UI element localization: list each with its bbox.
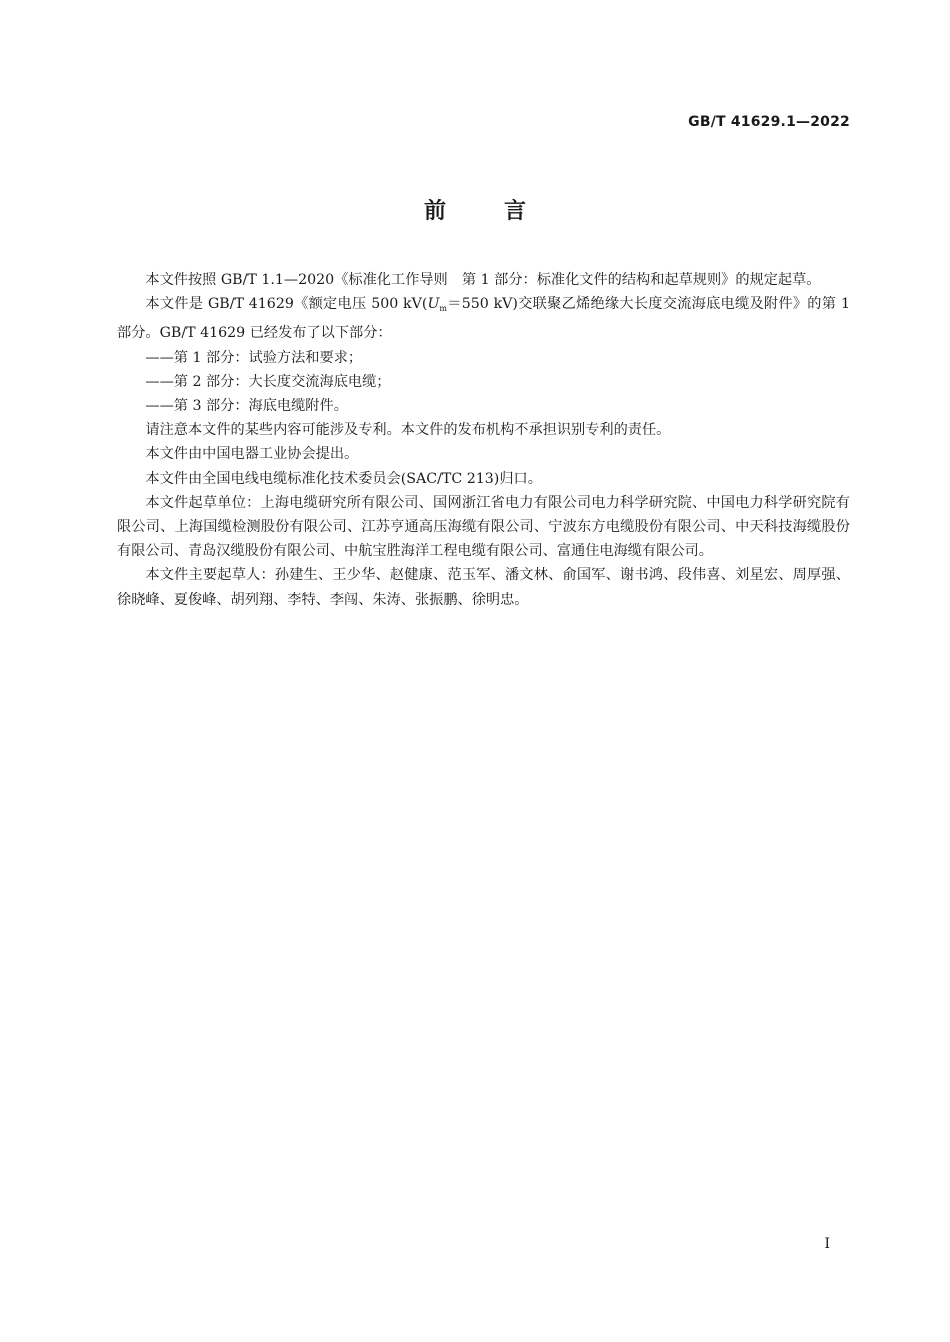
paragraph-standard-part-text-b: ＝550 kV)交联聚乙烯绝缘大长度交流海底电缆及附件》的第 1 部分。GB/T 41629 已经发布了以下部分： [117, 296, 850, 342]
standard-code: GB/T 41629.1—2022 [688, 114, 850, 130]
list-item-part-3: ——第 3 部分：海底电缆附件。 [145, 398, 348, 415]
list-item-part-1: ——第 1 部分：试验方法和要求； [145, 349, 363, 366]
paragraph-drafting-units: 本文件起草单位：上海电缆研究所有限公司、国网浙江省电力有限公司电力科学研究院、中国电力科学研究院有限公司、上海国缆检测股份有限公司、江苏亨通高压海缆有限公司、宁波东方电缆股份有限公司、中天科技海缆股份有限公司、青岛汉缆股份有限公司、中航宝胜海洋工程电缆有限公司、富通住电海缆有限公司。 [117, 494, 850, 560]
paragraph-committee: 本文件由全国电线电缆标准化技术委员会(SAC/TC 213)归口。 [145, 470, 542, 487]
page-title: 前言 [423, 199, 584, 224]
paragraph-drafting-rules: 本文件按照 GB/T 1.1—2020《标准化工作导则 第 1 部分：标准化文件的结构和起草规则》的规定起草。 [145, 272, 821, 288]
paragraph-proposer: 本文件由中国电器工业协会提出。 [145, 446, 359, 463]
voltage-variable: U [427, 296, 440, 313]
list-item-part-2: ——第 2 部分：大长度交流海底电缆； [145, 373, 391, 390]
page-number: I [824, 1236, 830, 1252]
paragraph-drafters: 本文件主要起草人：孙建生、王少华、赵健康、范玉军、潘文林、俞国军、谢书鸿、段伟喜、刘星宏、周厚强、徐晓峰、夏俊峰、胡列翔、李特、李闯、朱涛、张振鹏、徐明忠。 [117, 567, 850, 608]
paragraph-standard-part-text-a: 本文件是 GB/T 41629《额定电压 500 kV( [145, 296, 428, 313]
paragraph-standard-part [117, 292, 850, 345]
document-body [117, 268, 850, 612]
voltage-subscript: m [439, 304, 447, 314]
paragraph-patent-notice: 请注意本文件的某些内容可能涉及专利。本文件的发布机构不承担识别专利的责任。 [145, 422, 671, 439]
